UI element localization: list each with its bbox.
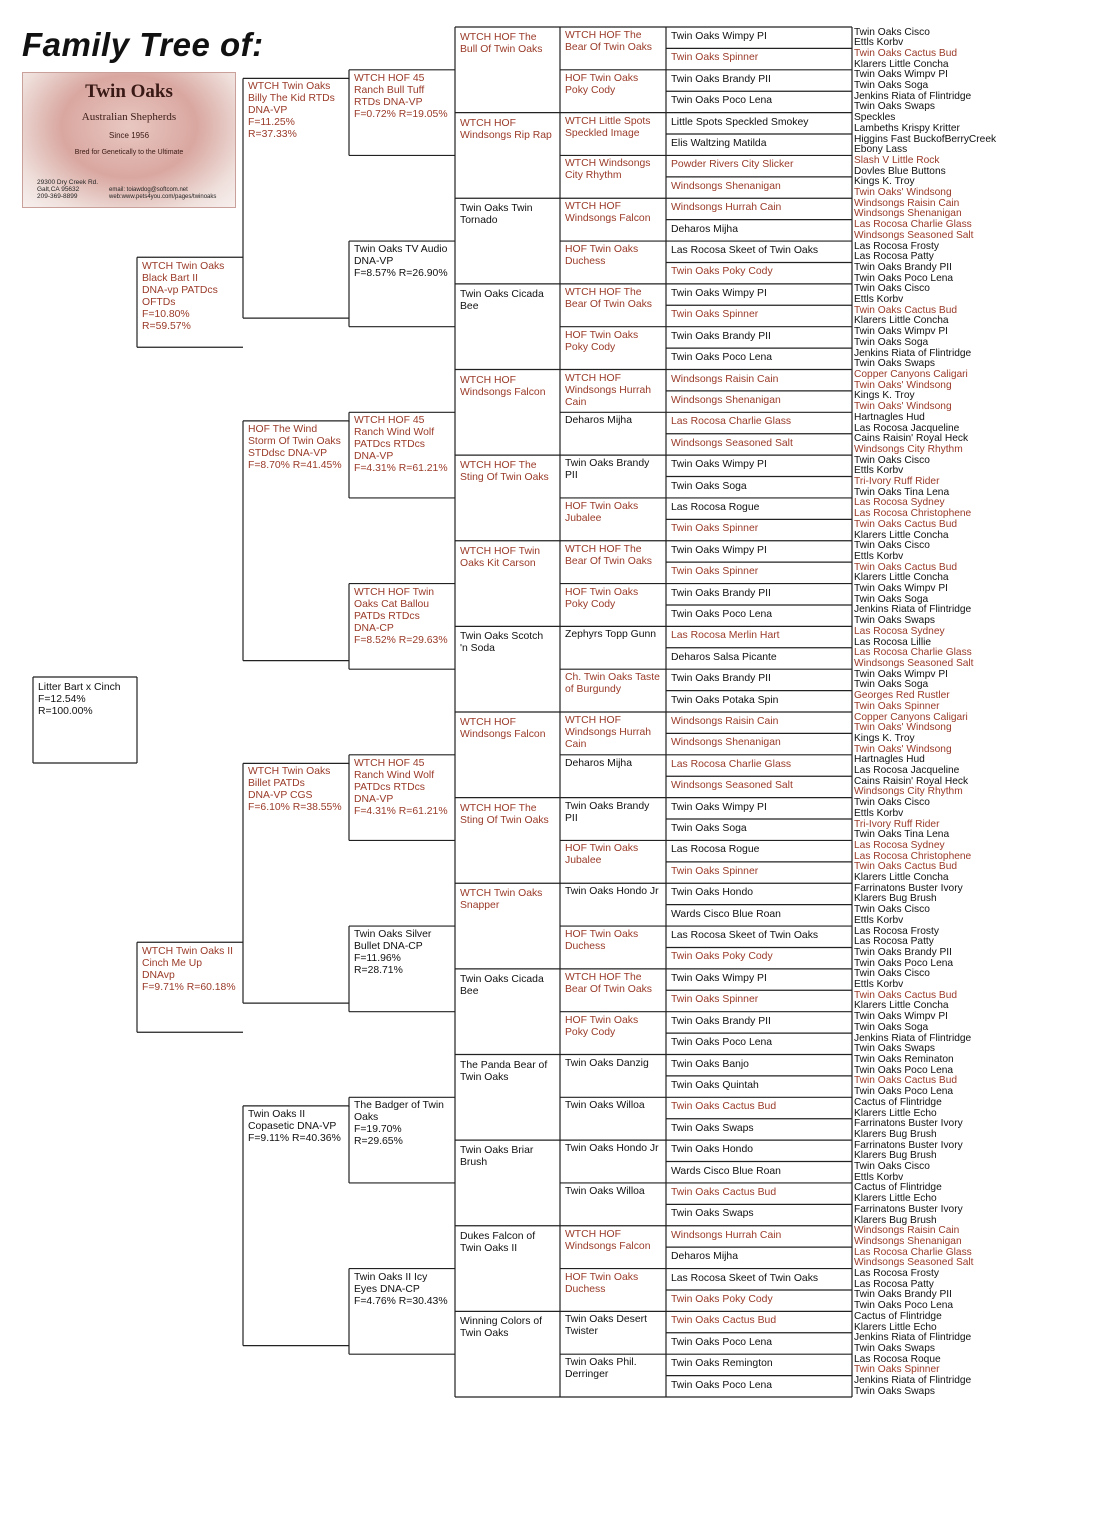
- pedigree-entry-gen7: Dovles Blue Buttons: [854, 165, 946, 177]
- pedigree-entry-gen2: Twin Oaks II Copasetic DNA-VP F=9.11% R=40.36%: [248, 1108, 341, 1144]
- pedigree-entry-gen7: Kings K. Troy: [854, 390, 915, 402]
- pedigree-entry-gen6: Powder Rivers City Slicker: [671, 159, 794, 171]
- pedigree-entry-gen7: Las Rocosa Charlie Glass: [854, 647, 972, 659]
- pedigree-entry-gen7: Cactus of Flintridge: [854, 1096, 942, 1108]
- page-title: Family Tree of:: [22, 26, 264, 63]
- pedigree-entry-gen4: WTCH Twin Oaks Snapper: [460, 888, 543, 912]
- pedigree-entry-gen7: Ettls Korbv: [854, 807, 904, 819]
- pedigree-entry-gen6: Las Rocosa Charlie Glass: [671, 758, 792, 770]
- pedigree-entry-gen7: Klarers Bug Brush: [854, 1150, 937, 1162]
- pedigree-entry-gen7: Jenkins Riata of Flintridge: [854, 604, 972, 616]
- pedigree-entry-gen7: Klarers Little Concha: [854, 572, 949, 584]
- pedigree-entry-gen5: HOF Twin Oaks Poky Cody: [565, 586, 639, 610]
- pedigree-entry-gen7: Las Rocosa Jacqueline: [854, 422, 960, 434]
- pedigree-entry-gen4: Twin Oaks Cicada Bee: [460, 288, 544, 312]
- pedigree-entry-gen6: Deharos Mijha: [671, 1251, 738, 1263]
- pedigree-entry-gen6: Las Rocosa Rogue: [671, 844, 760, 856]
- pedigree-entry-gen7: Las Rocosa Patty: [854, 936, 934, 948]
- pedigree-entry-gen5: HOF Twin Oaks Duchess: [565, 929, 639, 953]
- pedigree-entry-gen5: Deharos Mijha: [565, 415, 632, 427]
- pedigree-entry-gen6: Elis Waltzing Matilda: [671, 138, 767, 150]
- pedigree-entry-gen6: Windsongs Shenanigan: [671, 180, 781, 192]
- pedigree-entry-gen6: Las Rocosa Skeet of Twin Oaks: [671, 245, 819, 257]
- pedigree-entry-gen6: Twin Oaks Brandy PII: [671, 73, 771, 85]
- pedigree-entry-gen5: HOF Twin Oaks Poky Cody: [565, 72, 639, 96]
- pedigree-entry-gen7: Twin Oaks Cisco: [854, 797, 930, 809]
- pedigree-entry-gen6: Twin Oaks Wimpy PI: [671, 287, 767, 299]
- pedigree-entry-gen7: Twin Oaks' Windsong: [854, 187, 952, 199]
- pedigree-entry-gen6: Twin Oaks Poco Lena: [671, 1336, 773, 1348]
- pedigree-entry-gen3: Twin Oaks Silver Bullet DNA-CP F=11.96% R=28.71%: [354, 929, 432, 977]
- pedigree-entry-gen6: Twin Oaks Wimpy PI: [671, 544, 767, 556]
- pedigree-entry-gen7: Windsongs Raisin Cain: [854, 1225, 960, 1237]
- pedigree-entry-gen2: WTCH Twin Oaks Billet PATDs DNA-VP CGS F=6.10% R=38.55%: [248, 766, 342, 814]
- pedigree-entry-gen7: Cactus of Flintridge: [854, 1182, 942, 1194]
- pedigree-entry-gen7: Las Rocosa Jacqueline: [854, 765, 960, 777]
- logo-subtitle: Australian Shepherds: [81, 111, 177, 123]
- pedigree-entry-gen7: Las Rocosa Christophene: [854, 508, 972, 520]
- pedigree-entry-gen6: Twin Oaks Poco Lena: [671, 608, 773, 620]
- pedigree-entry-gen7: Ettls Korbv: [854, 37, 904, 49]
- pedigree-entry-gen6: Wards Cisco Blue Roan: [671, 1165, 781, 1177]
- pedigree-entry-gen6: Twin Oaks Cactus Bud: [671, 1315, 777, 1327]
- pedigree-entry-gen7: Twin Oaks Tina Lena: [854, 829, 950, 841]
- pedigree-entry-gen7: Twin Oaks Cisco: [854, 540, 930, 552]
- pedigree-entry-gen1: WTCH Twin Oaks II Cinch Me Up DNAvp F=9.71% R=60.18%: [142, 946, 236, 994]
- pedigree-entry-gen6: Twin Oaks Spinner: [671, 865, 759, 877]
- pedigree-entry-gen5: HOF Twin Oaks Duchess: [565, 1271, 639, 1295]
- pedigree-entry-gen7: Twin Oaks Spinner: [854, 1364, 940, 1376]
- pedigree-entry-gen5: Twin Oaks Willoa: [565, 1100, 645, 1112]
- pedigree-entry-gen5: Twin Oaks Danzig: [565, 1057, 649, 1069]
- pedigree-entry-gen7: Kings K. Troy: [854, 732, 915, 744]
- pedigree-entry-gen3: The Badger of Twin Oaks F=19.70% R=29.65%: [354, 1100, 444, 1148]
- pedigree-entry-gen5: WTCH HOF Windsongs Falcon: [565, 201, 651, 225]
- pedigree-entry-gen7: Twin Oaks Soga: [854, 1021, 929, 1033]
- pedigree-entry-gen7: Twin Oaks Soga: [854, 336, 929, 348]
- pedigree-entry-gen6: Twin Oaks Hondo: [671, 887, 754, 899]
- pedigree-entry-gen7: Windsongs City Rhythm: [854, 786, 963, 798]
- pedigree-entry-gen7: Las Rocosa Charlie Glass: [854, 1246, 972, 1258]
- pedigree-entry-gen7: Twin Oaks Cactus Bud: [854, 861, 958, 873]
- pedigree-entry-gen6: Las Rocosa Skeet of Twin Oaks: [671, 930, 819, 942]
- pedigree-entry-gen6: Twin Oaks Poky Cody: [671, 1293, 773, 1305]
- pedigree-entry-gen4: WTCH HOF The Bull Of Twin Oaks: [460, 32, 543, 55]
- pedigree-entry-gen7: Klarers Bug Brush: [854, 893, 937, 905]
- pedigree-entry-gen6: Twin Oaks Brandy PII: [671, 330, 771, 342]
- pedigree-entry-gen6: Twin Oaks Swaps: [671, 1208, 754, 1220]
- pedigree-entry-gen7: Twin Oaks Cactus Bud: [854, 989, 958, 1001]
- pedigree-entry-gen7: Las Rocosa Roque: [854, 1353, 941, 1365]
- pedigree-entry-gen7: Tri-Ivory Ruff Rider: [854, 476, 940, 488]
- pedigree-entry-gen6: Windsongs Raisin Cain: [671, 716, 779, 727]
- pedigree-entry-gen7: Twin Oaks Soga: [854, 593, 929, 605]
- pedigree-entry-gen5: WTCH HOF Windsongs Hurrah Cain: [565, 715, 652, 750]
- pedigree-entry-gen4: Twin Oaks Twin Tornado: [460, 203, 533, 227]
- pedigree-entry-gen3: WTCH HOF 45 Ranch Wind Wolf PATDcs RTDcs DNA-VP F=4.31% R=61.21%: [354, 757, 448, 817]
- pedigree-entry-gen4: WTCH HOF The Sting Of Twin Oaks: [460, 802, 549, 826]
- pedigree-entry-gen5: HOF Twin Oaks Duchess: [565, 244, 639, 268]
- pedigree-entry-gen5: WTCH HOF Windsongs Hurrah Cain: [565, 372, 652, 408]
- pedigree-entry-gen7: Twin Oaks Poco Lena: [854, 1064, 954, 1076]
- pedigree-entry-gen7: Tri-Ivory Ruff Rider: [854, 818, 940, 830]
- pedigree-entry-gen7: Twin Oaks Cisco: [854, 454, 930, 466]
- pedigree-entry-gen7: Las Rocosa Sydney: [854, 497, 945, 509]
- pedigree-entry-gen7: Twin Oaks Cactus Bud: [854, 1075, 958, 1087]
- pedigree-entry-gen6: Twin Oaks Spinner: [671, 994, 759, 1006]
- pedigree-entry-gen7: Lambeths Krispy Kritter: [854, 122, 960, 134]
- pedigree-entry-gen7: Windsongs Seasoned Salt: [854, 229, 974, 241]
- logo-contact: email: toiawdog@softcom.net web:www.pets4you.com/pages/twinoaks: [109, 187, 217, 200]
- pedigree-entry-gen7: Twin Oaks Swaps: [854, 358, 935, 370]
- pedigree-entry-gen5: WTCH Little Spots Speckled Image: [565, 115, 651, 139]
- pedigree-entry-gen7: Twin Oaks Wimpv PI: [854, 69, 948, 81]
- pedigree-entry-gen6: Twin Oaks Brandy PII: [671, 587, 771, 599]
- pedigree-entry-gen7: Twin Oaks Cisco: [854, 26, 930, 38]
- pedigree-entry-gen7: Las Rocosa Charlie Glass: [854, 219, 972, 231]
- pedigree-entry-gen7: Twin Oaks Poco Lena: [854, 272, 954, 284]
- pedigree-entry-gen4: The Panda Bear of Twin Oaks: [460, 1059, 548, 1083]
- pedigree-entry-gen7: Twin Oaks Cactus Bud: [854, 561, 958, 573]
- pedigree-entry-gen7: Ettls Korbv: [854, 465, 904, 477]
- pedigree-entry-gen7: Windsongs Shenanigan: [854, 208, 962, 220]
- pedigree-entry-gen7: Speckles: [854, 112, 896, 124]
- pedigree-entry-gen1: WTCH Twin Oaks Black Bart II DNA-vp PATDcs OFTDs F=10.80% R=59.57%: [142, 261, 225, 333]
- pedigree-entry-gen6: Windsongs Shenanigan: [671, 394, 781, 406]
- pedigree-entry-gen6: Twin Oaks Wimpy PI: [671, 459, 767, 471]
- pedigree-entry-gen7: Twin Oaks Cactus Bud: [854, 47, 958, 59]
- pedigree-entry-gen7: Twin Oaks Brandy PII: [854, 261, 952, 273]
- pedigree-entry-gen6: Twin Oaks Poky Cody: [671, 951, 773, 963]
- pedigree-entry-gen6: Twin Oaks Wimpy PI: [671, 31, 767, 42]
- pedigree-entry-gen7: Twin Oaks Poco Lena: [854, 1300, 954, 1312]
- pedigree-entry-gen2: WTCH Twin Oaks Billy The Kid RTDs DNA-VP F=11.25% R=37.33%: [248, 81, 335, 141]
- pedigree-entry-gen7: Ebony Lass: [854, 144, 908, 156]
- pedigree-entry-gen6: Twin Oaks Wimpy PI: [671, 801, 767, 813]
- pedigree-entry-gen6: Little Spots Speckled Smokey: [671, 116, 809, 128]
- pedigree-entry-gen6: Twin Oaks Quintah: [671, 1079, 759, 1091]
- pedigree-entry-gen5: WTCH HOF The Bear Of Twin Oaks: [565, 971, 653, 995]
- pedigree-entry-gen7: Cains Raisin' Royal Heck: [854, 775, 969, 787]
- pedigree-entry-gen7: Twin Oaks Swaps: [854, 615, 935, 627]
- pedigree-entry-gen7: Twin Oaks Soga: [854, 80, 929, 92]
- pedigree-entry-gen3: WTCH HOF Twin Oaks Cat Ballou PATDs RTDcs DNA-CP F=8.52% R=29.63%: [354, 586, 448, 646]
- pedigree-entry-gen6: Twin Oaks Brandy PII: [671, 673, 771, 685]
- pedigree-entry-gen7: Twin Oaks Brandy PII: [854, 946, 952, 958]
- pedigree-entry-gen7: Twin Oaks Brandy PII: [854, 1289, 952, 1301]
- pedigree-entry-gen3: WTCH HOF 45 Ranch Bull Tuff RTDs DNA-VP F=0.72% R=19.05%: [354, 72, 448, 120]
- pedigree-entry-gen7: Windsongs Seasoned Salt: [854, 657, 974, 669]
- pedigree-entry-gen6: Twin Oaks Cactus Bud: [671, 1186, 777, 1198]
- pedigree-entry-gen7: Copper Canyons Caligari: [854, 711, 968, 723]
- pedigree-entry-gen7: Twin Oaks' Windsong: [854, 379, 952, 391]
- pedigree-entry-gen6: Twin Oaks Soga: [671, 823, 747, 835]
- pedigree-entry-gen7: Twin Oaks Cactus Bud: [854, 518, 958, 530]
- pedigree-entry-gen7: Klarers Little Concha: [854, 58, 949, 70]
- pedigree-entry-gen6: Twin Oaks Poco Lena: [671, 352, 773, 364]
- pedigree-entry-gen7: Twin Oaks Wimpv PI: [854, 1011, 948, 1023]
- pedigree-entry-gen6: Las Rocosa Charlie Glass: [671, 416, 792, 428]
- pedigree-entry-gen5: HOF Twin Oaks Poky Cody: [565, 329, 639, 353]
- pedigree-entry-gen7: Twin Oaks' Windsong: [854, 722, 952, 734]
- pedigree-entry-gen5: Deharos Mijha: [565, 757, 632, 769]
- pedigree-entry-gen7: Ettls Korbv: [854, 914, 904, 926]
- pedigree-entry-gen6: Windsongs Hurrah Cain: [671, 1229, 782, 1241]
- pedigree-entry-gen7: Hartnagles Hud: [854, 754, 925, 766]
- pedigree-entry-gen5: Zephyrs Topp Gunn: [565, 629, 657, 641]
- pedigree-entry-gen7: Klarers Little Echo: [854, 1193, 937, 1205]
- pedigree-entry-gen7: Las Rocosa Patty: [854, 1278, 934, 1290]
- pedigree-entry-gen5: Ch. Twin Oaks Taste of Burgundy: [565, 672, 660, 696]
- pedigree-entry-gen5: Twin Oaks Willoa: [565, 1185, 645, 1197]
- pedigree-entry-gen7: Las Rocosa Frosty: [854, 1268, 939, 1280]
- pedigree-entry-gen7: Farrinatons Buster Ivory: [854, 1139, 963, 1151]
- pedigree-entry-gen6: Twin Oaks Spinner: [671, 309, 759, 321]
- pedigree-entry-gen6: Twin Oaks Remington: [671, 1358, 773, 1370]
- pedigree-entry-gen7: Twin Oaks Soga: [854, 679, 929, 691]
- pedigree-entry-gen5: WTCH HOF The Bear Of Twin Oaks: [565, 30, 653, 53]
- pedigree-entry-gen5: WTCH HOF Windsongs Falcon: [565, 1228, 651, 1252]
- pedigree-entry-gen7: Twin Oaks' Windsong: [854, 401, 952, 413]
- pedigree-entry-gen6: Wards Cisco Blue Roan: [671, 908, 781, 920]
- pedigree-entry-gen7: Ettls Korbv: [854, 1171, 904, 1183]
- pedigree-entry-gen3: Twin Oaks II Icy Eyes DNA-CP F=4.76% R=30.43%: [354, 1271, 448, 1307]
- logo-name: Twin Oaks: [85, 81, 173, 102]
- pedigree-entry-gen6: Twin Oaks Spinner: [671, 566, 759, 578]
- pedigree-entry-gen7: Slash V Little Rock: [854, 154, 940, 166]
- pedigree-entry-gen7: Twin Oaks Spinner: [854, 700, 940, 712]
- pedigree-entry-gen7: Twin Oaks Reminaton: [854, 1054, 954, 1065]
- pedigree-entry-gen5: Twin Oaks Desert Twister: [565, 1314, 647, 1338]
- pedigree-entry-gen7: Georges Red Rustler: [854, 690, 950, 702]
- pedigree-entry-gen6: Twin Oaks Wimpy PI: [671, 972, 767, 984]
- pedigree-entry-gen6: Windsongs Shenanigan: [671, 737, 781, 749]
- pedigree-entry-gen7: Jenkins Riata of Flintridge: [854, 1032, 972, 1044]
- pedigree-entry-gen7: Farrinatons Buster Ivory: [854, 1203, 963, 1215]
- pedigree-entry-gen7: Twin Oaks Poco Lena: [854, 957, 954, 969]
- pedigree-entry-gen6: Twin Oaks Brandy PII: [671, 1015, 771, 1027]
- pedigree-entry-gen7: Klarers Bug Brush: [854, 1214, 937, 1226]
- pedigree-entry-gen6: Twin Oaks Soga: [671, 480, 747, 492]
- pedigree-entry-gen7: Ettls Korbv: [854, 550, 904, 562]
- pedigree-entry-gen6: Windsongs Raisin Cain: [671, 373, 779, 385]
- pedigree-entry-gen7: Hartnagles Hud: [854, 411, 925, 423]
- pedigree-entry-gen7: Klarers Little Concha: [854, 872, 949, 884]
- pedigree-entry-gen7: Jenkins Riata of Flintridge: [854, 1332, 972, 1344]
- pedigree-entry-gen7: Las Rocosa Frosty: [854, 240, 939, 252]
- pedigree-entry-gen4: Twin Oaks Scotch 'n Soda: [460, 631, 544, 655]
- pedigree-entry-gen7: Jenkins Riata of Flintridge: [854, 1375, 972, 1387]
- pedigree-entry-gen7: Las Rocosa Patty: [854, 251, 934, 263]
- pedigree-entry-gen7: Windsongs Shenanigan: [854, 1235, 962, 1247]
- pedigree-entry-gen4: WTCH HOF Windsongs Falcon: [460, 374, 546, 398]
- pedigree-entry-gen7: Jenkins Riata of Flintridge: [854, 90, 972, 102]
- pedigree-entry-gen6: Las Rocosa Rogue: [671, 501, 760, 513]
- pedigree-entry-gen5: Twin Oaks Phil. Derringer: [565, 1357, 637, 1381]
- pedigree-entry-gen6: Deharos Mijha: [671, 223, 738, 235]
- pedigree-entry-gen7: Twin Oaks Wimpv PI: [854, 326, 948, 338]
- pedigree-entry-gen7: Twin Oaks Tina Lena: [854, 486, 950, 498]
- pedigree-entry-gen7: Las Rocosa Lillie: [854, 636, 932, 648]
- pedigree-entry-gen5: Twin Oaks Hondo Jr: [565, 1143, 659, 1155]
- pedigree-entry-gen6: Windsongs Hurrah Cain: [671, 202, 782, 214]
- pedigree-entry-gen5: Twin Oaks Hondo Jr: [565, 886, 659, 898]
- pedigree-entry-gen7: Windsongs Seasoned Salt: [854, 1257, 974, 1269]
- pedigree-entry-gen7: Twin Oaks Cisco: [854, 1161, 930, 1173]
- pedigree-entry-gen5: HOF Twin Oaks Poky Cody: [565, 1014, 639, 1038]
- pedigree-entry-gen6: Twin Oaks Poco Lena: [671, 95, 773, 107]
- pedigree-entry-gen7: Cains Raisin' Royal Heck: [854, 433, 969, 445]
- pedigree-entry-gen7: Twin Oaks Swaps: [854, 1385, 935, 1397]
- pedigree-entry-gen5: WTCH Windsongs City Rhythm: [565, 158, 651, 182]
- pedigree-entry-gen7: Twin Oaks Cisco: [854, 968, 930, 980]
- pedigree-entry-gen7: Ettls Korbv: [854, 294, 904, 306]
- pedigree-entry-gen7: Las Rocosa Frosty: [854, 925, 939, 937]
- pedigree-entry-gen7: Twin Oaks Cisco: [854, 283, 930, 295]
- pedigree-entry-gen7: Higgins Fast BuckofBerryCreek: [854, 133, 997, 145]
- pedigree-entry-gen5: WTCH HOF The Bear Of Twin Oaks: [565, 543, 653, 567]
- pedigree-entry-gen7: Klarers Little Concha: [854, 315, 949, 327]
- pedigree-entry-gen5: Twin Oaks Brandy PII: [565, 458, 650, 482]
- pedigree-entry-gen7: Klarers Little Concha: [854, 529, 949, 541]
- pedigree-entry-gen7: Klarers Little Concha: [854, 1000, 949, 1012]
- logo-since: Since 1956: [108, 131, 150, 140]
- pedigree-entry-gen2: HOF The Wind Storm Of Twin Oaks STDdsc DNA-VP F=8.70% R=41.45%: [248, 423, 342, 471]
- pedigree-entry-gen7: Farrinatons Buster Ivory: [854, 1118, 963, 1130]
- pedigree-entry-gen7: Copper Canyons Caligari: [854, 369, 968, 380]
- pedigree-entry-gen4: WTCH HOF Windsongs Rip Rap: [460, 117, 552, 141]
- pedigree-entry-gen7: Twin Oaks Cactus Bud: [854, 304, 958, 316]
- pedigree-entry-gen7: Twin Oaks Swaps: [854, 1342, 935, 1354]
- pedigree-entry-gen5: Twin Oaks Brandy PII: [565, 800, 650, 824]
- pedigree-entry-gen6: Twin Oaks Banjo: [671, 1058, 749, 1070]
- pedigree-entry-gen5: HOF Twin Oaks Jubalee: [565, 500, 639, 524]
- pedigree-entry-gen7: Twin Oaks Swaps: [854, 101, 935, 113]
- pedigree-entry-gen7: Klarers Bug Brush: [854, 1128, 937, 1140]
- pedigree-entry-gen6: Las Rocosa Skeet of Twin Oaks: [671, 1272, 819, 1284]
- pedigree-entry-gen7: Twin Oaks Wimpv PI: [854, 668, 948, 680]
- pedigree-entry-gen6: Twin Oaks Poco Lena: [671, 1037, 773, 1049]
- pedigree-entry-gen7: Twin Oaks Cisco: [854, 904, 930, 916]
- pedigree-entry-gen3: WTCH HOF 45 Ranch Wind Wolf PATDcs RTDcs DNA-VP F=4.31% R=61.21%: [354, 415, 448, 475]
- pedigree-entry-gen5: HOF Twin Oaks Jubalee: [565, 843, 639, 867]
- pedigree-entry-gen6: Twin Oaks Hondo: [671, 1144, 754, 1156]
- pedigree-entry-gen4: Winning Colors of Twin Oaks: [460, 1316, 543, 1340]
- pedigree-entry-gen4: WTCH HOF Twin Oaks Kit Carson: [460, 545, 541, 569]
- pedigree-entry-gen6: Las Rocosa Merlin Hart: [671, 630, 780, 642]
- pedigree-entry-gen6: Twin Oaks Spinner: [671, 52, 759, 64]
- pedigree-entry-gen7: Twin Oaks Wimpv PI: [854, 583, 948, 595]
- logo-tagline: Bred for Genetically to the Ultimate: [74, 149, 184, 156]
- pedigree-entry-gen4: Dukes Falcon of Twin Oaks II: [460, 1230, 536, 1254]
- pedigree-entry-gen7: Klarers Little Echo: [854, 1321, 937, 1333]
- pedigree-entry-gen7: Las Rocosa Christophene: [854, 850, 972, 862]
- logo-address: 29300 Dry Creek Rd. Galt,CA 95632 209-369-8899: [37, 179, 99, 200]
- pedigree-entry-gen7: Twin Oaks Poco Lena: [854, 1086, 954, 1098]
- pedigree-entry-gen4: Twin Oaks Briar Brush: [460, 1145, 534, 1169]
- pedigree-entry-gen7: Windsongs Raisin Cain: [854, 197, 960, 209]
- pedigree-entry-gen3: Twin Oaks TV Audio DNA-VP F=8.57% R=26.90%: [354, 244, 448, 280]
- pedigree-entry-gen4: Twin Oaks Cicada Bee: [460, 973, 544, 997]
- pedigree-entry-gen7: Klarers Little Echo: [854, 1107, 937, 1119]
- pedigree-entry-gen6: Windsongs Seasoned Salt: [671, 437, 793, 449]
- pedigree-entry-gen7: Jenkins Riata of Flintridge: [854, 347, 972, 359]
- pedigree-entry-gen6: Twin Oaks Swaps: [671, 1122, 754, 1134]
- pedigree-entry-gen7: Las Rocosa Sydney: [854, 839, 945, 851]
- pedigree-entry-gen4: WTCH HOF The Sting Of Twin Oaks: [460, 460, 549, 484]
- pedigree-entry-gen7: Cactus of Flintridge: [854, 1310, 942, 1322]
- pedigree-entry-gen7: Twin Oaks' Windsong: [854, 743, 952, 755]
- pedigree-entry-gen7: Farrinatons Buster Ivory: [854, 882, 963, 894]
- pedigree-entry-gen0: Litter Bart x Cinch F=12.54% R=100.00%: [38, 682, 121, 717]
- pedigree-entry-gen7: Kings K. Troy: [854, 176, 915, 188]
- pedigree-entry-gen6: Twin Oaks Potaka Spin: [671, 694, 779, 706]
- pedigree-entry-gen5: WTCH HOF The Bear Of Twin Oaks: [565, 286, 653, 310]
- pedigree-entry-gen6: Twin Oaks Poky Cody: [671, 266, 773, 278]
- pedigree-entry-gen6: Twin Oaks Poco Lena: [671, 1379, 773, 1391]
- pedigree-entry-gen6: Deharos Salsa Picante: [671, 651, 777, 663]
- pedigree-entry-gen7: Windsongs City Rhythm: [854, 443, 963, 455]
- pedigree-entry-gen6: Twin Oaks Spinner: [671, 523, 759, 535]
- pedigree-entry-gen6: Windsongs Seasoned Salt: [671, 780, 793, 792]
- pedigree-entry-gen4: WTCH HOF Windsongs Falcon: [460, 717, 546, 740]
- pedigree-entry-gen7: Twin Oaks Swaps: [854, 1043, 935, 1055]
- pedigree-entry-gen7: Las Rocosa Sydney: [854, 625, 945, 637]
- pedigree-entry-gen7: Ettls Korbv: [854, 979, 904, 991]
- pedigree-entry-gen6: Twin Oaks Cactus Bud: [671, 1101, 777, 1113]
